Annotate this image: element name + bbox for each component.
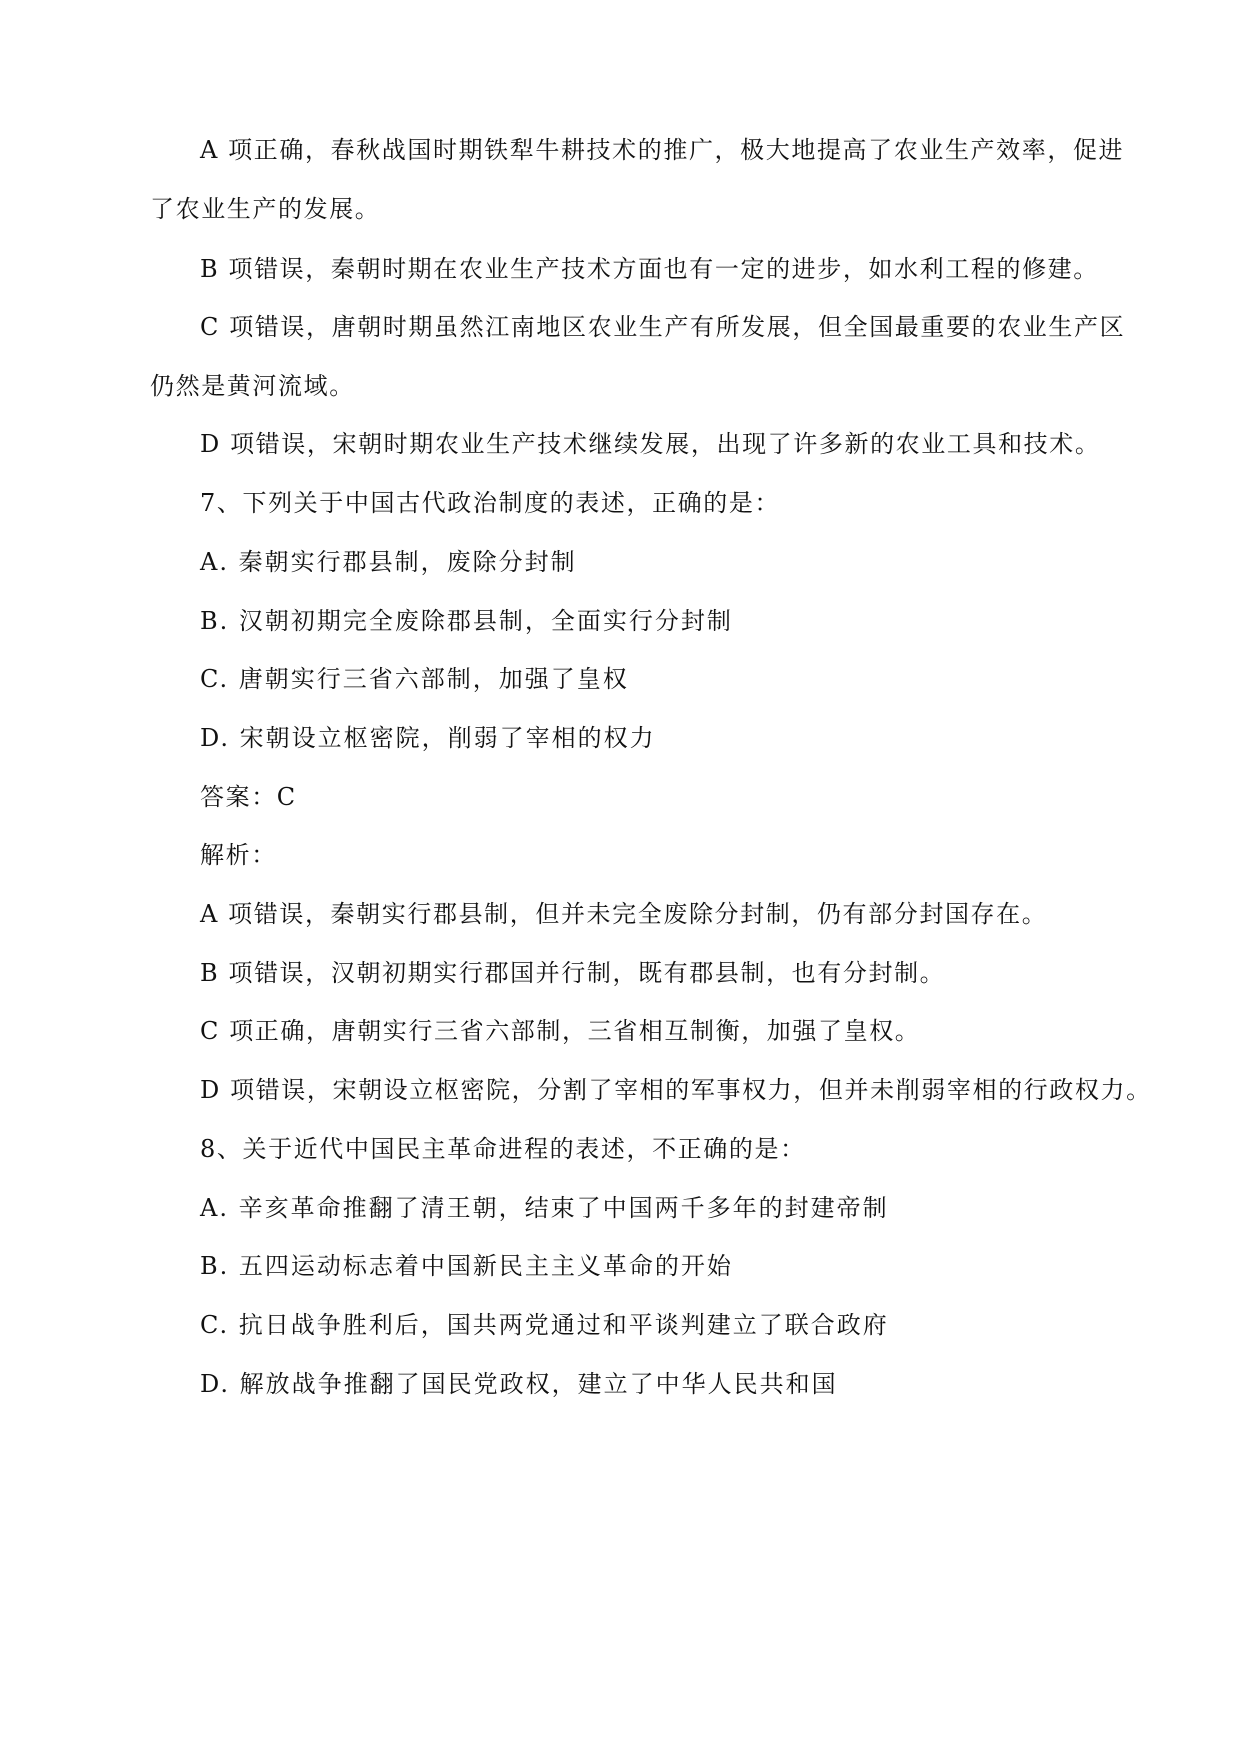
question-7-analysis-a: A 项错误，秦朝实行郡县制，但并未完全废除分封制，仍有部分封国存在。 — [200, 900, 1048, 928]
question-8-stem: 8、关于近代中国民主革命进程的表述，不正确的是： — [200, 1135, 806, 1163]
paragraph-option-c-wrong-line2: 仍然是黄河流域。 — [150, 372, 355, 400]
question-7-answer: 答案：C — [200, 783, 297, 811]
question-7-option-a: A. 秦朝实行郡县制，废除分封制 — [200, 548, 577, 576]
question-7-analysis-b: B 项错误，汉朝初期实行郡国并行制，既有郡县制，也有分封制。 — [200, 959, 946, 987]
question-7-analysis-c: C 项正确，唐朝实行三省六部制，三省相互制衡，加强了皇权。 — [200, 1017, 921, 1045]
question-7-option-b: B. 汉朝初期完全废除郡县制，全面实行分封制 — [200, 607, 733, 635]
question-8-option-d: D. 解放战争推翻了国民党政权，建立了中华人民共和国 — [200, 1370, 838, 1398]
question-7-analysis-label: 解析： — [200, 841, 277, 869]
paragraph-option-a-correct-line1: A 项正确，春秋战国时期铁犁牛耕技术的推广，极大地提高了农业生产效率，促进 — [200, 136, 1125, 164]
question-8-option-c: C. 抗日战争胜利后，国共两党通过和平谈判建立了联合政府 — [200, 1311, 889, 1339]
question-8-option-b: B. 五四运动标志着中国新民主主义革命的开始 — [200, 1252, 733, 1280]
paragraph-option-d-wrong: D 项错误，宋朝时期农业生产技术继续发展，出现了许多新的农业工具和技术。 — [200, 430, 1101, 458]
paragraph-option-a-correct-line2: 了农业生产的发展。 — [150, 195, 381, 223]
paragraph-option-c-wrong-line1: C 项错误，唐朝时期虽然江南地区农业生产有所发展，但全国最重要的农业生产区 — [200, 313, 1126, 341]
paragraph-option-b-wrong: B 项错误，秦朝时期在农业生产技术方面也有一定的进步，如水利工程的修建。 — [200, 255, 1099, 283]
question-8-option-a: A. 辛亥革命推翻了清王朝，结束了中国两千多年的封建帝制 — [200, 1194, 889, 1222]
question-7-analysis-d: D 项错误，宋朝设立枢密院，分割了宰相的军事权力，但并未削弱宰相的行政权力。 — [200, 1076, 1152, 1104]
question-7-option-d: D. 宋朝设立枢密院，削弱了宰相的权力 — [200, 724, 656, 752]
question-7-option-c: C. 唐朝实行三省六部制，加强了皇权 — [200, 665, 629, 693]
question-7-stem: 7、下列关于中国古代政治制度的表述，正确的是： — [200, 489, 781, 517]
